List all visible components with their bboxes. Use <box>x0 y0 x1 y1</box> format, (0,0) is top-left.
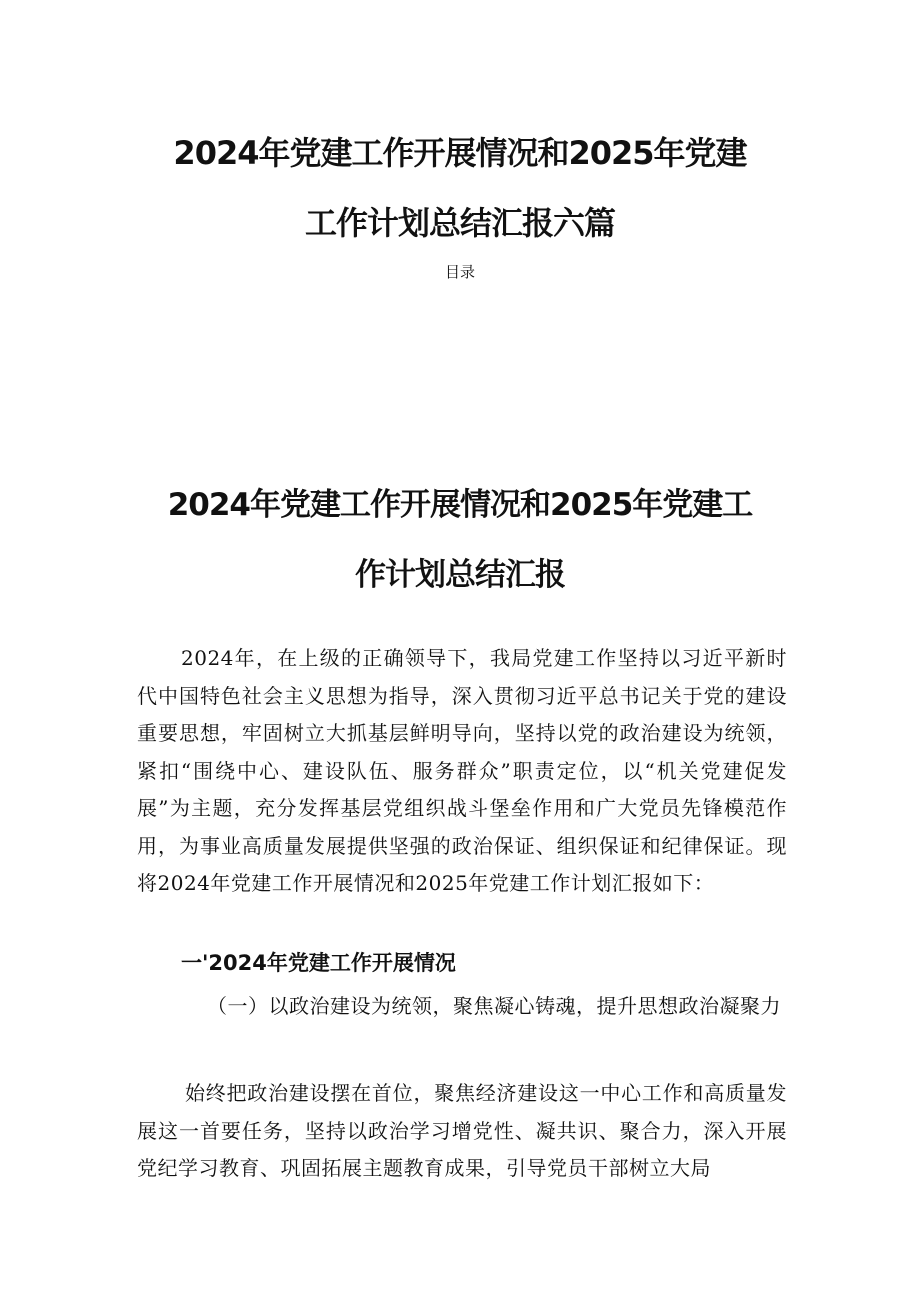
intro-paragraph: 2024年，在上级的正确领导下，我局党建工作坚持以习近平新时代中国特色社会主义思想为指导，深入贯彻习近平总书记关于党的建设重要思想，牢固树立大抓基层鲜明导向，坚持以党的政治建设为统领，紧扣“围绕中心、建设队伍、服务群众”职责定位，以“机关党建促发展”为主题，充分发挥基层党组织战斗堡垒作用和广大党员先锋模范作用，为事业高质量发展提供坚强的政治保证、组织保证和纪律保证。现将2024年党建工作开展情况和2025年党建工作计划汇报如下： <box>137 646 787 895</box>
subsection-heading: （一）以政治建设为统领，聚焦凝心铸魂，提升思想政治凝聚力 <box>207 994 781 1018</box>
cover-title-line-2: 工作计划总结汇报六篇 <box>304 204 615 242</box>
cover-title-line-1: 2024年党建工作开展情况和2025年党建 <box>173 134 747 172</box>
body-paragraph: 始终把政治建设摆在首位，聚焦经济建设这一中心工作和高质量发展这一首要任务，坚持以政治学习增党性、凝共识、聚合力，深入开展党纪学习教育、巩固拓展主题教育成果，引导党员干部树立大局 <box>137 1081 787 1180</box>
section-heading: 一'2024年党建工作开展情况 <box>181 951 456 975</box>
article-title <box>120 470 800 610</box>
article-title-line-2: 作计划总结汇报 <box>355 557 565 593</box>
table-of-contents-label: 目录 <box>444 263 475 281</box>
cover-title <box>120 118 800 258</box>
article-title-line-1: 2024年党建工作开展情况和2025年党建工 <box>167 487 753 523</box>
